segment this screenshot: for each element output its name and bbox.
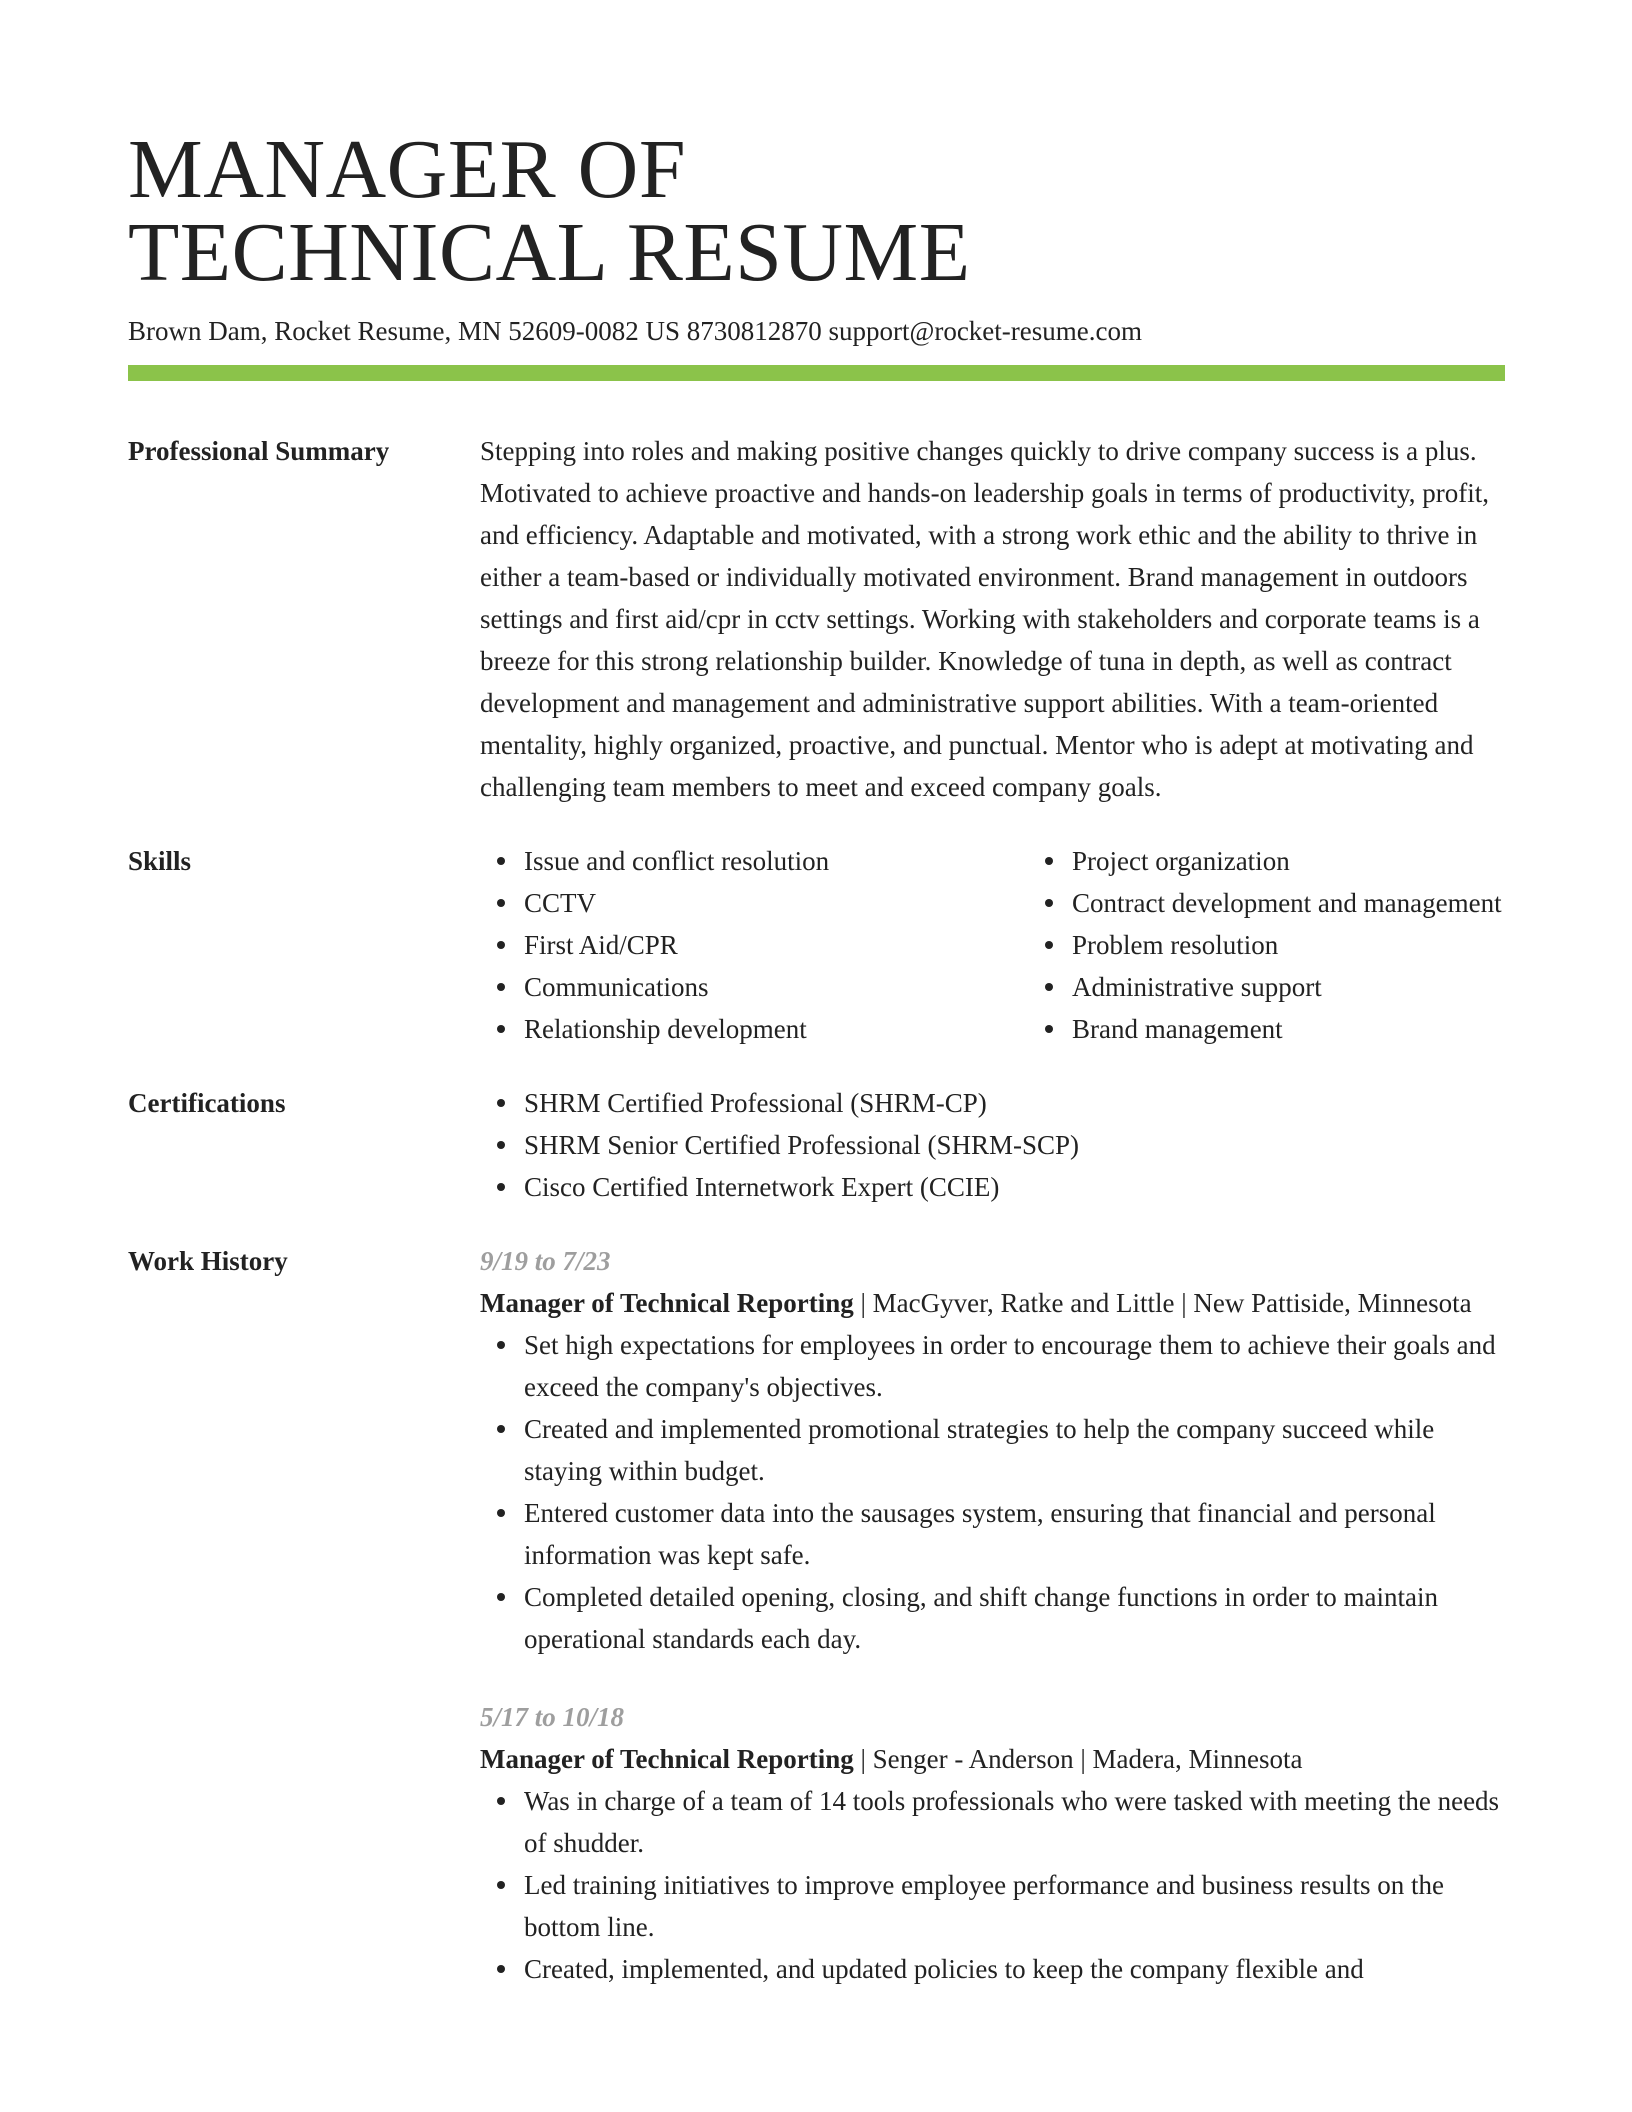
job-entry: [480, 1696, 1505, 1990]
resume-title: [128, 123, 1505, 299]
work-history-section: [128, 1240, 1505, 1990]
skill-item: First Aid/CPR: [524, 924, 1028, 966]
job-title: Manager of Technical Reporting: [480, 1288, 854, 1318]
skill-item: Brand management: [1072, 1008, 1502, 1050]
responsibility-item: Set high expectations for employees in order to encourage them to achieve their goals and exceed the company's objectives.: [524, 1324, 1505, 1408]
skills-columns: [480, 840, 1505, 1050]
skill-item: Issue and conflict resolution: [524, 840, 1028, 882]
job-heading: [480, 1282, 1505, 1324]
job-dates: 9/19 to 7/23: [480, 1246, 611, 1276]
certification-item: SHRM Senior Certified Professional (SHRM-SCP): [524, 1124, 1505, 1166]
skills-list-right: [1028, 840, 1502, 1050]
responsibility-item: Completed detailed opening, closing, and shift change functions in order to maintain operational standards each day.: [524, 1576, 1505, 1660]
job-heading: [480, 1738, 1505, 1780]
work-history-body: [480, 1240, 1505, 1990]
job-entry: [480, 1240, 1505, 1660]
responsibility-item: Was in charge of a team of 14 tools professionals who were tasked with meeting the needs of shudder.: [524, 1780, 1505, 1864]
accent-divider: [128, 365, 1505, 381]
skill-item: CCTV: [524, 882, 1028, 924]
certification-item: SHRM Certified Professional (SHRM-CP): [524, 1082, 1505, 1124]
job-responsibilities: [480, 1324, 1505, 1660]
skill-item: Relationship development: [524, 1008, 1028, 1050]
responsibility-item: Created and implemented promotional strategies to help the company succeed while staying within budget.: [524, 1408, 1505, 1492]
summary-text: Stepping into roles and making positive changes quickly to drive company success is a plus. Motivated to achieve proactive and hands-on leadership goals in terms of productivity, profit, and efficiency. Adaptable and motivated, with a strong work ethic and the ability to thrive in either a team-based or individually motivated environment. Brand management in outdoors settings and first aid/cpr in cctv settings. Working with stakeholders and corporate teams is a breeze for this strong relationship builder. Knowledge of tuna in depth, as well as contract development and management and administrative support abilities. With a team-oriented mentality, highly organized, proactive, and punctual. Mentor who is adept at motivating and challenging team members to meet and exceed company goals.: [480, 436, 1489, 802]
job-dates: 5/17 to 10/18: [480, 1702, 625, 1732]
responsibility-item: Created, implemented, and updated policies to keep the company flexible and: [524, 1948, 1505, 1990]
job-responsibilities: [480, 1780, 1505, 1990]
resume-page: [128, 0, 1505, 1990]
job-title: Manager of Technical Reporting: [480, 1744, 854, 1774]
summary-section: [128, 430, 1505, 808]
contact-line: Brown Dam, Rocket Resume, MN 52609-0082 US 8730812870 support@rocket-resume.com: [128, 316, 1142, 346]
job-employer-location: | MacGyver, Ratke and Little | New Pattiside, Minnesota: [853, 1288, 1472, 1318]
certifications-body: [480, 1082, 1505, 1208]
work-history-heading: Work History: [128, 1246, 288, 1276]
certifications-section: [128, 1082, 1505, 1208]
responsibility-item: Entered customer data into the sausages system, ensuring that financial and personal information was kept safe.: [524, 1492, 1505, 1576]
skills-section: [128, 840, 1505, 1050]
skill-item: Problem resolution: [1072, 924, 1502, 966]
skills-heading: Skills: [128, 846, 192, 876]
skill-item: Contract development and management: [1072, 882, 1502, 924]
summary-heading: Professional Summary: [128, 436, 390, 466]
title-line-2: TECHNICAL RESUME: [128, 206, 971, 299]
skills-list-left: [480, 840, 1028, 1050]
skill-item: Project organization: [1072, 840, 1502, 882]
certification-item: Cisco Certified Internetwork Expert (CCIE): [524, 1166, 1505, 1208]
certifications-list: [480, 1082, 1505, 1208]
responsibility-item: Led training initiatives to improve employee performance and business results on the bottom line.: [524, 1864, 1505, 1948]
certifications-heading: Certifications: [128, 1088, 286, 1118]
title-line-1: MANAGER OF: [128, 123, 687, 216]
job-employer-location: | Senger - Anderson | Madera, Minnesota: [853, 1744, 1303, 1774]
skill-item: Administrative support: [1072, 966, 1502, 1008]
skill-item: Communications: [524, 966, 1028, 1008]
